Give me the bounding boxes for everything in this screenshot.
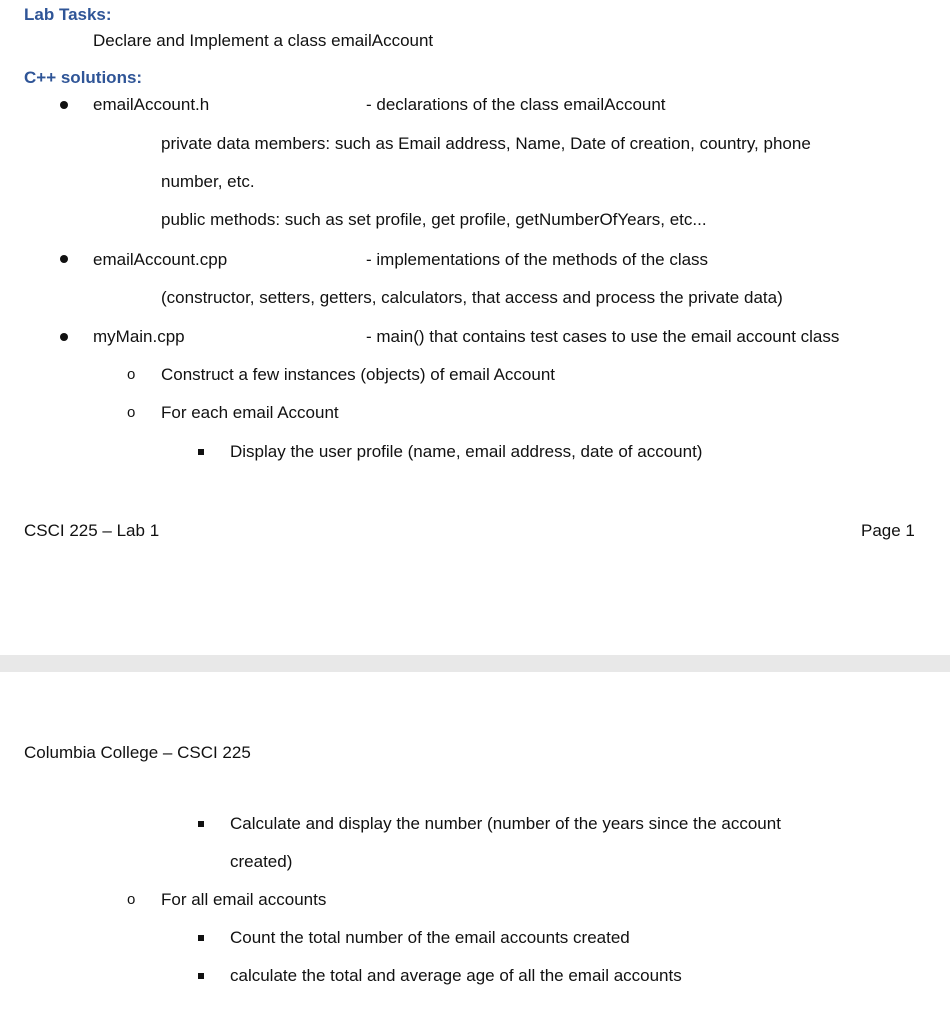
count-item: Count the total number of the email accounts created (230, 928, 630, 947)
page-header: Columbia College – CSCI 225 (24, 743, 251, 762)
bullet-circle-icon: o (127, 404, 136, 421)
file-name-cpp: emailAccount.cpp (93, 250, 228, 269)
sub-sub-item-display: Display the user profile (name, email address, date of account) (230, 442, 703, 461)
public-methods-text: public methods: such as set profile, get profile, getNumberOfYears, etc... (161, 210, 707, 229)
lab-tasks-text: Declare and Implement a class emailAccount (93, 31, 434, 50)
bullet-square-icon (198, 935, 204, 941)
cpp-detail-text: (constructor, setters, getters, calculators, that access and process the private data) (161, 288, 783, 307)
file-name-header: emailAccount.h (93, 95, 210, 114)
file-name-main: myMain.cpp (93, 327, 185, 346)
calc-item-cont: created) (230, 852, 293, 871)
file-desc-main: - main() that contains test cases to use the email account class (366, 327, 840, 346)
file-desc-cpp: - implementations of the methods of the class (366, 250, 709, 269)
bullet-dot-icon (60, 333, 68, 341)
solutions-heading: C++ solutions: (24, 68, 143, 87)
average-age-item: calculate the total and average age of all the email accounts (230, 966, 682, 985)
bullet-circle-icon: o (127, 891, 136, 908)
bullet-dot-icon (60, 101, 68, 109)
bullet-circle-icon: o (127, 366, 136, 383)
footer-page-number: Page 1 (861, 521, 915, 540)
page-separator (0, 655, 950, 672)
bullet-square-icon (198, 821, 204, 827)
bullet-dot-icon (60, 255, 68, 263)
bullet-square-icon (198, 973, 204, 979)
sub-item-for-each: For each email Account (161, 403, 339, 422)
private-members-cont: number, etc. (161, 172, 255, 191)
calc-item: Calculate and display the number (number of the years since the account (230, 814, 781, 833)
all-accounts-item: For all email accounts (161, 890, 327, 909)
footer-left: CSCI 225 – Lab 1 (24, 521, 160, 540)
file-desc-header: - declarations of the class emailAccount (366, 95, 666, 114)
lab-tasks-heading: Lab Tasks: (24, 5, 112, 24)
sub-item-construct: Construct a few instances (objects) of email Account (161, 365, 556, 384)
bullet-square-icon (198, 449, 204, 455)
private-members-text: private data members: such as Email address, Name, Date of creation, country, phone (161, 134, 811, 153)
